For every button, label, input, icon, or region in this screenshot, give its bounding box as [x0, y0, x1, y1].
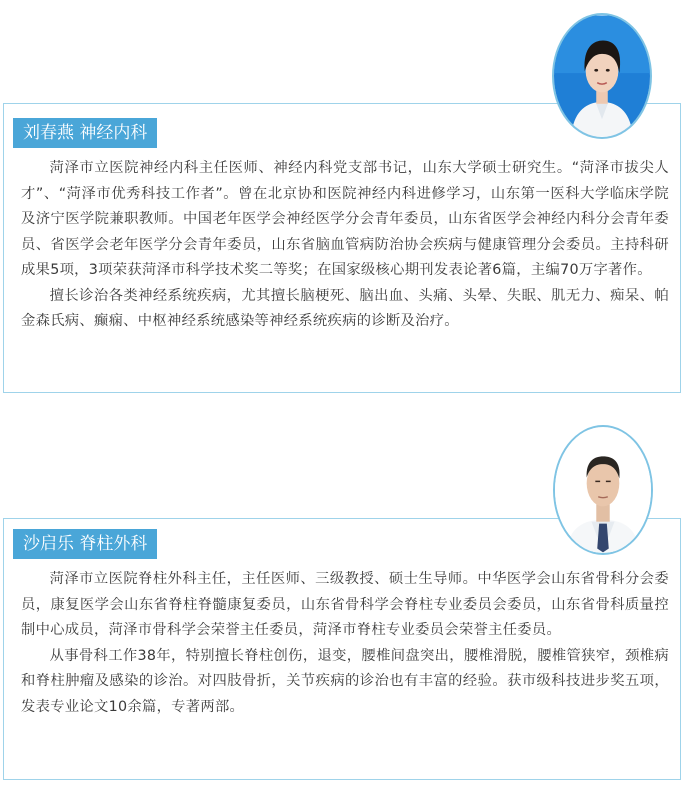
portrait-photo-2	[555, 427, 651, 553]
doctor-name-title: 沙启乐 脊柱外科	[13, 529, 157, 559]
portrait-photo-1	[554, 15, 650, 137]
doctor-bio	[21, 156, 669, 335]
doctor-portrait	[553, 425, 653, 555]
bio-paragraph: 菏泽市立医院脊柱外科主任，主任医师、三级教授、硕士生导师。中华医学会山东省骨科分会委员，康复医学会山东省脊柱脊髓康复委员，山东省骨科学会脊柱专业委员会委员，山东省骨科质量控制中心成员，菏泽市骨科学会荣誉主任委员，菏泽市脊柱专业委员会荣誉主任委员。	[21, 571, 669, 638]
doctor-card	[3, 518, 681, 780]
doctor-portrait	[552, 13, 652, 139]
bio-paragraph: 菏泽市立医院神经内科主任医师、神经内科党支部书记，山东大学硕士研究生。“菏泽市拔尖人才”、“菏泽市优秀科技工作者”。曾在北京协和医院神经内科进修学习，山东第一医科大学临床学院及济宁医学院兼职教师。中国老年医学会神经医学分会青年委员，山东省医学会神经内科分会青年委员、省医学会老年医学分会青年委员，山东省脑血管病防治协会疾病与健康管理分会委员。主持科研成果5项，3项荣获菏泽市科学技术奖二等奖；在国家级核心期刊发表论著6篇，主编70万字著作。	[21, 160, 669, 278]
doctor-name-title: 刘春燕 神经内科	[13, 118, 157, 148]
doctor-card	[3, 103, 681, 393]
bio-paragraph: 从事骨科工作38年，特别擅长脊柱创伤，退变，腰椎间盘突出，腰椎滑脱，腰椎管狭窄，颈椎病和脊柱肿瘤及感染的诊治。对四肢骨折，关节疾病的诊治也有丰富的经验。获市级科技进步奖五项，发表专业论文10余篇，专著两部。	[21, 647, 669, 715]
doctor-bio	[21, 567, 669, 720]
bio-paragraph: 擅长诊治各类神经系统疾病，尤其擅长脑梗死、脑出血、头痛、头晕、失眠、肌无力、痴呆、帕金森氏病、癫痫、中枢神经系统感染等神经系统疾病的诊断及治疗。	[21, 287, 669, 329]
